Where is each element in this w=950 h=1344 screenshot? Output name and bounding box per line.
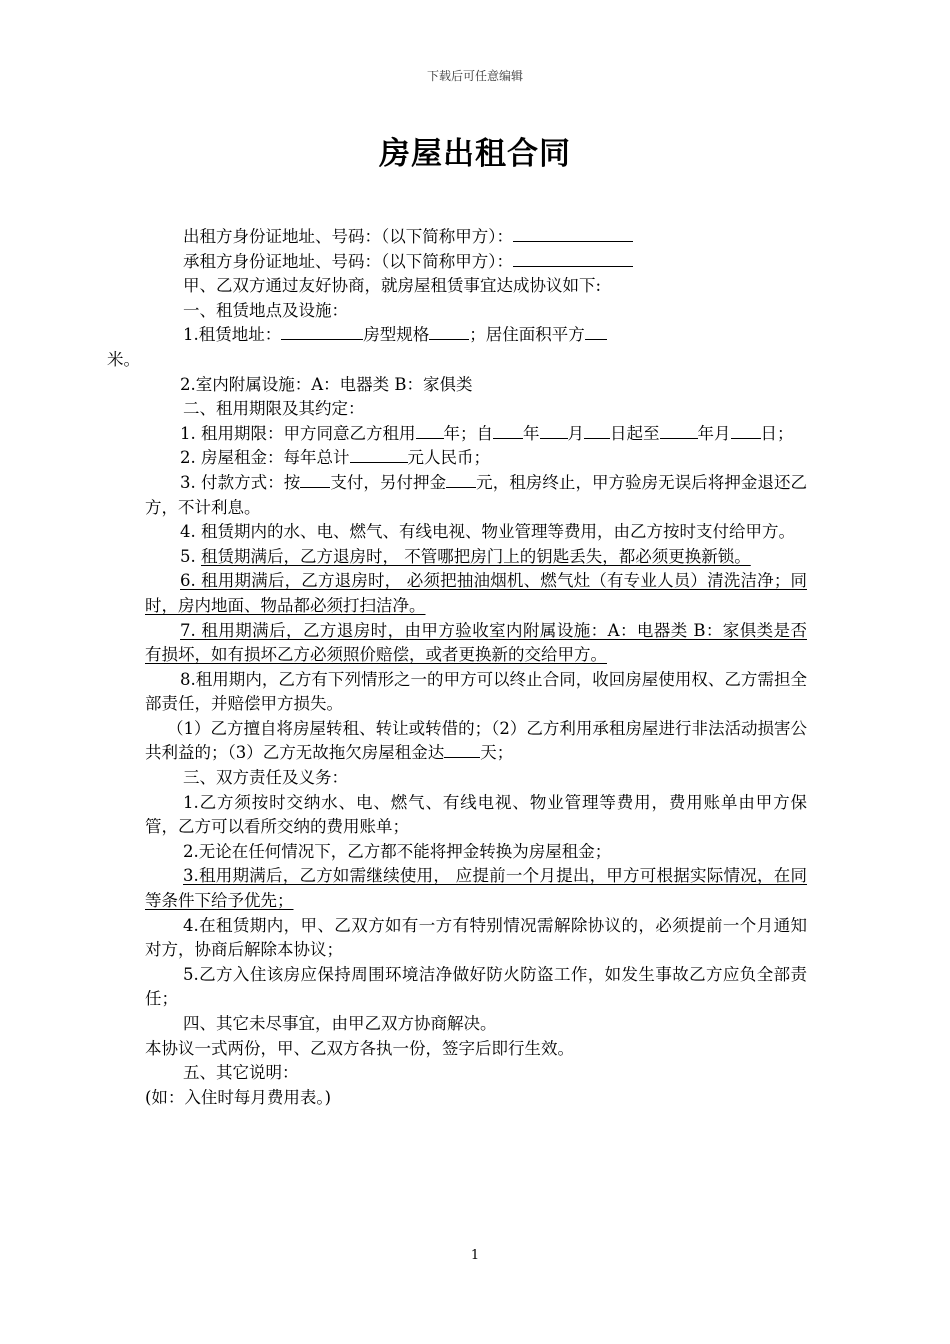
area-blank[interactable] — [585, 323, 607, 340]
section-4-heading: 四、其它未尽事宜，由甲乙双方协商解决。 — [183, 1014, 497, 1033]
rent-label: 2. 房屋租金：每年总计 — [180, 448, 350, 468]
deposit-terms: 元，租房终止，甲方验房无误后将押金退还乙方，不计利息。 — [145, 472, 807, 517]
day-label: 日； — [760, 423, 794, 443]
intro-line: 甲、乙双方通过友好协商，就房屋租赁事宜达成协议如下: — [183, 276, 602, 296]
deposit-blank[interactable] — [446, 471, 476, 488]
area-label: ；居住面积平方 — [469, 325, 585, 345]
lessee-label: 承租方身份证地址、号码：（以下简称甲方）： — [183, 251, 513, 271]
section-5-note: (如：入住时每月费用表。) — [145, 1087, 332, 1107]
days-label: 天； — [480, 743, 514, 763]
lessee-line — [145, 250, 807, 275]
address-blank[interactable] — [281, 323, 363, 340]
payment-blank[interactable] — [300, 471, 330, 488]
clause-3-4: 4.在租赁期内，甲、乙双方如有一方有特别情况需解除协议的，必须提前一个月通知对方，协商后解除本协议； — [145, 915, 807, 960]
section-3-heading: 三、双方责任及义务： — [183, 768, 348, 788]
clause-2-8: 8.租用期内，乙方有下列情形之一的甲方可以终止合同，收回房屋使用权、乙方需担全部责任，并赔偿甲方损失。 — [145, 669, 807, 714]
rent-blank[interactable] — [350, 446, 408, 463]
room-type-label: 房型规格 — [363, 325, 430, 345]
address-label: 1.租赁地址： — [183, 325, 282, 345]
lessor-blank[interactable] — [513, 225, 633, 242]
month-label: 月 — [567, 423, 584, 443]
start-year-blank[interactable] — [493, 422, 523, 439]
arrears-days-blank[interactable] — [444, 741, 480, 758]
room-type-blank[interactable] — [429, 323, 469, 340]
header-note: 下载后可任意编辑 — [426, 69, 523, 83]
start-day-blank[interactable] — [584, 422, 610, 439]
from-label: 年；自 — [443, 423, 493, 443]
year-month-label: 年月 — [697, 423, 731, 443]
section-1-heading: 一、租赁地点及设施： — [183, 300, 348, 320]
clause-2-6: 6. 租用期满后，乙方退房时， 必须把抽油烟机、燃气灶（有专业人员）清洗洁净；同时，房内地面、物品都必须打扫洁净。 — [145, 571, 807, 615]
clause-1-2: 2.室内附属设施：A：电器类 B：家俱类 — [180, 374, 473, 394]
clause-3-3: 3.租用期满后，乙方如需继续使用， 应提前一个月提出，甲方可根据实际情况，在同等条件下给予优先； — [145, 866, 807, 911]
clause-2-8-items — [145, 717, 807, 766]
deposit-label: 支付，另付押金 — [330, 472, 447, 492]
section-5-heading: 五、其它说明： — [183, 1063, 299, 1083]
contract-body — [107, 225, 807, 1110]
termination-items: （1）乙方擅自将房屋转租、转让或转借的；（2）乙方利用承租房屋进行非法活动损害公共利益的；（3）乙方无故拖欠房屋租金达 — [145, 718, 807, 763]
until-label: 日起至 — [610, 423, 660, 443]
year-label: 年 — [523, 423, 540, 443]
clause-2-2 — [145, 446, 807, 471]
section-2-heading: 二、租用期限及其约定： — [183, 399, 365, 419]
clause-3-1: 1.乙方须按时交纳水、电、燃气、有线电视、物业管理等费用，费用账单由甲方保管，乙方可以看所交纳的费用账单； — [145, 792, 807, 837]
clause-3-5: 5.乙方入住该房应保持周围环境洁净做好防火防盗工作，如发生事故乙方应负全部责任； — [145, 964, 807, 1009]
section-4-note: 本协议一式两份，甲、乙双方各执一份，签字后即行生效。 — [145, 1038, 574, 1058]
clause-2-5 — [145, 545, 807, 570]
clause-1-1 — [107, 323, 807, 372]
clause-3-2: 2.无论在任何情况下，乙方都不能将押金转换为房屋租金； — [183, 841, 612, 861]
rent-unit: 元人民币； — [407, 448, 490, 468]
lessor-label: 出租方身份证地址、号码：（以下简称甲方）： — [183, 227, 513, 246]
clause-2-1 — [145, 422, 807, 447]
term-label: 1. 租用期限：甲方同意乙方租用 — [180, 423, 416, 443]
clause-2-4: 4. 租赁期内的水、电、燃气、有线电视、物业管理等费用，由乙方按时支付给甲方。 — [180, 522, 795, 542]
clause-2-3 — [145, 471, 807, 520]
clause-2-7: 7. 租用期满后，乙方退房时，由甲方验收室内附属设施：A：电器类 B：家俱类是否有损坏，如有损坏乙方必须照价赔偿，或者更换新的交给甲方。 — [145, 620, 807, 665]
term-years-blank[interactable] — [416, 422, 444, 439]
start-month-blank[interactable] — [540, 422, 568, 439]
area-unit: 米。 — [107, 349, 140, 369]
document-title: 房屋出租合同 — [379, 136, 571, 172]
lessor-line — [145, 225, 807, 250]
payment-label: 3. 付款方式：按 — [180, 472, 301, 492]
clause-2-5-text: 租赁期满后，乙方退房时， 不管哪把房门上的钥匙丢失，都必须更换新锁。 — [201, 546, 751, 566]
clause-2-5-number: 5. — [180, 546, 201, 566]
end-year-blank[interactable] — [660, 422, 698, 439]
lessee-blank[interactable] — [513, 250, 633, 267]
end-day-blank[interactable] — [731, 422, 761, 439]
page-number: 1 — [470, 1248, 480, 1263]
